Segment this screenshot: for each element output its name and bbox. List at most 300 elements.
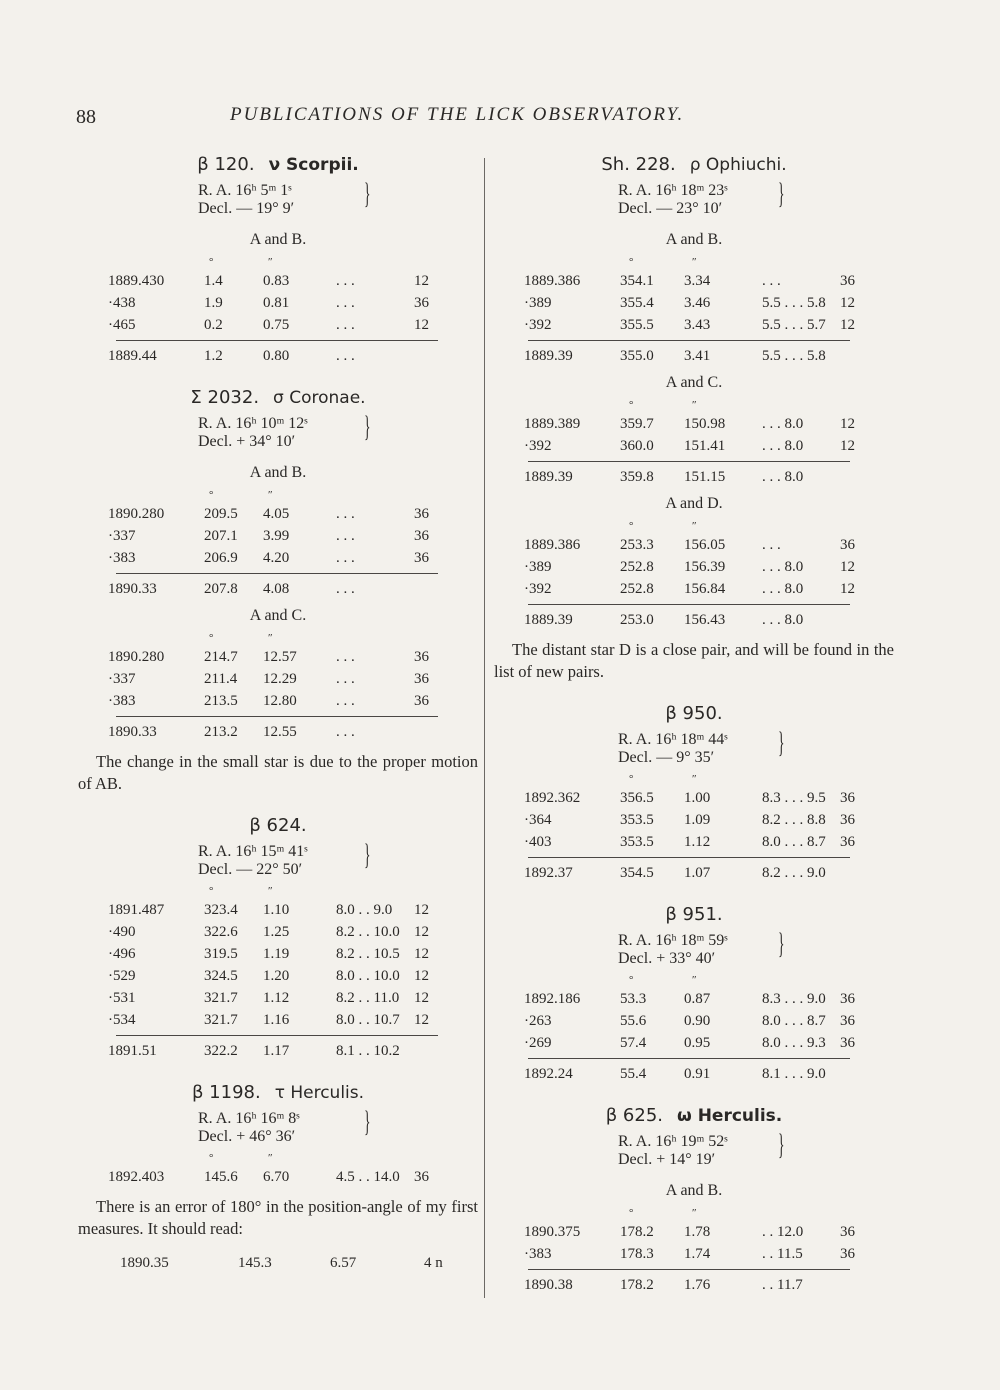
epoch: ·403 <box>524 834 552 850</box>
position-angle: 353.5 <box>620 812 654 828</box>
magnitudes: 8.0 . . . 8.7 <box>762 1013 826 1029</box>
degree-mark: ° <box>209 632 214 644</box>
position-angle: 253.0 <box>620 612 654 628</box>
measure-row <box>494 292 894 314</box>
degree-mark: ° <box>629 773 634 785</box>
star-title <box>78 381 478 415</box>
measure-row <box>78 899 478 921</box>
epoch: ·392 <box>524 438 552 454</box>
measure-row <box>494 1010 894 1032</box>
measure-row <box>494 270 894 292</box>
nights: 12 <box>840 317 855 333</box>
seconds-mark: ″ <box>268 632 273 644</box>
left-column <box>78 148 478 1288</box>
star-designation: β 951. <box>665 904 723 925</box>
star-section <box>494 898 894 1085</box>
measure-row <box>78 668 478 690</box>
measure-row <box>78 921 478 943</box>
magnitudes: 5.5 . . . 5.8 <box>762 295 826 311</box>
star-designation: Σ 2032. <box>190 387 260 408</box>
nights: 36 <box>840 1035 855 1051</box>
position-angle: 1.9 <box>204 295 223 311</box>
star-section <box>494 1099 894 1296</box>
star-section <box>78 381 478 795</box>
epoch: 1889.39 <box>524 348 573 364</box>
position-angle: 213.2 <box>204 724 238 740</box>
epoch: ·389 <box>524 559 552 575</box>
magnitudes: 5.5 . . . 5.8 <box>762 348 826 364</box>
measure-row <box>78 965 478 987</box>
nights: 12 <box>414 968 429 984</box>
magnitudes: . . . <box>762 273 781 289</box>
position-angle: 323.4 <box>204 902 238 918</box>
magnitudes: 8.2 . . . 8.8 <box>762 812 826 828</box>
declination: Decl. — 9° 35′ <box>618 749 715 766</box>
position-angle: 324.5 <box>204 968 238 984</box>
measures-table <box>494 974 894 1085</box>
distance: 12.80 <box>263 693 297 709</box>
measure-row <box>494 809 894 831</box>
magnitudes: . . . 8.0 <box>762 469 804 485</box>
right-ascension: R. A. 16ʰ 15ᵐ 41ˢ <box>198 843 308 860</box>
star-title <box>494 898 894 932</box>
epoch: 1889.430 <box>108 273 165 289</box>
distance: 1.17 <box>263 1043 290 1059</box>
epoch: 1892.37 <box>524 865 573 881</box>
distance: 0.90 <box>684 1013 711 1029</box>
measures-table <box>78 1152 478 1188</box>
magnitudes: . . 11.7 <box>762 1277 803 1293</box>
magnitudes: 8.0 . . 9.0 <box>336 902 393 918</box>
coordinate-lines <box>198 415 308 451</box>
declination: Decl. + 14° 19′ <box>618 1151 716 1168</box>
measure-row <box>494 413 894 435</box>
coordinate-lines <box>198 1110 300 1146</box>
measure-row <box>78 547 478 569</box>
pair-label: A and B. <box>665 1182 723 1199</box>
nights: 36 <box>414 528 429 544</box>
star-designation: β 120. <box>197 154 255 175</box>
pair-label: A and B. <box>249 231 307 248</box>
magnitudes: . . . 8.0 <box>762 581 804 597</box>
magnitudes: 8.0 . . . 9.3 <box>762 1035 826 1051</box>
right-ascension: R. A. 16ʰ 5ᵐ 1ˢ <box>198 182 292 199</box>
position-angle: 178.2 <box>620 1224 654 1240</box>
star-name: σ Coronae. <box>273 388 366 408</box>
coordinates <box>494 1128 894 1173</box>
distance: 0.83 <box>263 273 290 289</box>
measures-table <box>494 1207 894 1296</box>
magnitudes: 8.1 . . . 9.0 <box>762 1066 826 1082</box>
measures-table <box>494 399 894 488</box>
nights: 36 <box>840 834 855 850</box>
coordinate-lines <box>618 932 728 968</box>
distance: 1.74 <box>684 1246 711 1262</box>
degree-mark: ° <box>629 399 634 411</box>
distance: 1.78 <box>684 1224 711 1240</box>
magnitudes: . . . 8.0 <box>762 612 804 628</box>
mean-row <box>494 605 894 631</box>
distance: 0.80 <box>263 348 290 364</box>
magnitudes: . . . <box>336 348 355 364</box>
distance: 4.08 <box>263 581 290 597</box>
position-angle: 359.7 <box>620 416 654 432</box>
distance: 12.55 <box>263 724 297 740</box>
position-angle: 319.5 <box>204 946 238 962</box>
nights: 12 <box>414 317 429 333</box>
pair-label: A and B. <box>665 231 723 248</box>
magnitudes: 8.1 . . 10.2 <box>336 1043 400 1059</box>
coordinates <box>78 1105 478 1150</box>
seconds-mark: ″ <box>692 974 697 986</box>
seconds-mark: ″ <box>692 520 697 532</box>
unit-marks <box>78 489 478 503</box>
position-angle: 355.5 <box>620 317 654 333</box>
epoch: 1892.24 <box>524 1066 573 1082</box>
distance: 3.46 <box>684 295 711 311</box>
running-title: PUBLICATIONS OF THE LICK OBSERVATORY. <box>230 104 685 125</box>
magnitudes: 8.0 . . 10.7 <box>336 1012 400 1028</box>
epoch: 1890.280 <box>108 649 165 665</box>
position-angle: 356.5 <box>620 790 654 806</box>
degree-mark: ° <box>209 489 214 501</box>
magnitudes: . . . <box>336 649 355 665</box>
nights: 36 <box>414 649 429 665</box>
position-angle: 355.4 <box>620 295 654 311</box>
distance: 3.99 <box>263 528 290 544</box>
magnitudes: . . 11.5 <box>762 1246 803 1262</box>
nights: 36 <box>840 812 855 828</box>
distance: 150.98 <box>684 416 726 432</box>
distance: 1.76 <box>684 1277 711 1293</box>
epoch: ·465 <box>108 317 136 333</box>
distance: 1.20 <box>263 968 290 984</box>
position-angle: 322.2 <box>204 1043 238 1059</box>
measure-row <box>494 831 894 853</box>
measure-row <box>494 1032 894 1054</box>
distance: 0.81 <box>263 295 290 311</box>
epoch: ·531 <box>108 990 136 1006</box>
star-title <box>78 1076 478 1110</box>
star-designation: Sh. 228. <box>601 154 676 175</box>
measure-row <box>78 314 478 336</box>
star-title <box>494 697 894 731</box>
measure-row <box>78 987 478 1009</box>
epoch: 1891.487 <box>108 902 165 918</box>
position-angle: 321.7 <box>204 990 238 1006</box>
distance: 156.05 <box>684 537 726 553</box>
degree-mark: ° <box>209 885 214 897</box>
nights: 36 <box>414 1169 429 1185</box>
nights: 12 <box>414 273 429 289</box>
nights: 12 <box>840 416 855 432</box>
right-ascension: R. A. 16ʰ 18ᵐ 23ˢ <box>618 182 728 199</box>
magnitudes: 8.0 . . 10.0 <box>336 968 400 984</box>
epoch: ·392 <box>524 581 552 597</box>
epoch: 1890.33 <box>108 581 157 597</box>
distance: 1.16 <box>263 1012 290 1028</box>
mean-row <box>494 1270 894 1296</box>
epoch: 1889.386 <box>524 537 581 553</box>
unit-marks <box>494 399 894 413</box>
epoch: ·337 <box>108 671 136 687</box>
right-ascension: R. A. 16ʰ 18ᵐ 44ˢ <box>618 731 728 748</box>
measure-row <box>494 556 894 578</box>
nights: 36 <box>840 991 855 1007</box>
measure-row <box>78 943 478 965</box>
measure-row <box>494 787 894 809</box>
position-angle: 53.3 <box>620 991 647 1007</box>
epoch: ·364 <box>524 812 552 828</box>
magnitudes: 8.2 . . 10.0 <box>336 924 400 940</box>
distance: 1.00 <box>684 790 711 806</box>
epoch: ·490 <box>108 924 136 940</box>
magnitudes: 8.2 . . . 9.0 <box>762 865 826 881</box>
epoch: 1889.386 <box>524 273 581 289</box>
unit-marks <box>494 520 894 534</box>
note-text: There is an error of 180° in the position-angle of my first measures. It should read: <box>78 1197 478 1238</box>
star-name: τ Herculis. <box>274 1083 365 1103</box>
coordinate-brace: } <box>363 410 371 443</box>
star-name: ρ Ophiuchi. <box>689 155 787 175</box>
coordinate-lines <box>198 843 308 879</box>
nights: 36 <box>840 1013 855 1029</box>
coordinate-lines <box>618 1133 728 1169</box>
position-angle: 207.1 <box>204 528 238 544</box>
page-number: 88 <box>76 106 96 128</box>
coordinates <box>78 838 478 883</box>
epoch: 1890.33 <box>108 724 157 740</box>
epoch: ·496 <box>108 946 136 962</box>
corrected-measure <box>78 1252 478 1274</box>
magnitudes: . . 12.0 <box>762 1224 804 1240</box>
star-section <box>78 809 478 1062</box>
pair-label: A and C. <box>249 607 307 624</box>
distance: 1.12 <box>263 990 290 1006</box>
star-section <box>494 697 894 884</box>
star-section <box>78 148 478 367</box>
measure-row <box>494 534 894 556</box>
nights: 36 <box>840 273 855 289</box>
seconds-mark: ″ <box>268 885 273 897</box>
position-angle: 213.5 <box>204 693 238 709</box>
position-angle: 355.0 <box>620 348 654 364</box>
magnitudes: . . . 8.0 <box>762 559 804 575</box>
position-angle: 1.4 <box>204 273 223 289</box>
distance: 6.70 <box>263 1169 290 1185</box>
mean-row <box>494 341 894 367</box>
distance: 0.95 <box>684 1035 711 1051</box>
column-rule <box>484 158 485 1298</box>
pair-label: A and D. <box>665 495 723 512</box>
position-angle: 322.6 <box>204 924 238 940</box>
measures-table <box>78 489 478 600</box>
declination: Decl. + 34° 10′ <box>198 433 296 450</box>
nights: 12 <box>414 946 429 962</box>
measure-row <box>78 503 478 525</box>
coordinate-brace: } <box>777 726 785 759</box>
epoch: 1892.403 <box>108 1169 165 1185</box>
magnitudes: 8.2 . . 10.5 <box>336 946 400 962</box>
distance: 1.09 <box>684 812 711 828</box>
measure-row <box>78 690 478 712</box>
epoch: ·269 <box>524 1035 552 1051</box>
degree-mark: ° <box>209 256 214 268</box>
epoch: ·383 <box>108 693 136 709</box>
nights: 12 <box>840 559 855 575</box>
measures-table <box>78 256 478 367</box>
epoch: 1890.38 <box>524 1277 573 1293</box>
pair-label: A and C. <box>665 374 723 391</box>
distance: 12.29 <box>263 671 297 687</box>
seconds-mark: ″ <box>692 256 697 268</box>
distance: 156.84 <box>684 581 726 597</box>
nights: 12 <box>840 438 855 454</box>
epoch: ·392 <box>524 317 552 333</box>
position-angle: 252.8 <box>620 581 654 597</box>
position-angle: 211.4 <box>204 671 238 687</box>
magnitudes: . . . 8.0 <box>762 416 804 432</box>
distance: 151.15 <box>684 469 726 485</box>
star-designation: β 624. <box>249 815 307 836</box>
distance: 156.43 <box>684 612 726 628</box>
nights: 36 <box>414 671 429 687</box>
nights: 12 <box>414 990 429 1006</box>
nights: 36 <box>414 295 429 311</box>
magnitudes: . . . <box>336 581 355 597</box>
right-column <box>494 148 894 1310</box>
coordinate-brace: } <box>363 177 371 210</box>
mean-row <box>78 341 478 367</box>
position-angle: 206.9 <box>204 550 238 566</box>
measures-table <box>78 885 478 1062</box>
coordinates <box>78 177 478 222</box>
distance: 12.57 <box>263 649 297 665</box>
epoch: 1889.44 <box>108 348 157 364</box>
measures-table <box>78 632 478 743</box>
measure-row <box>78 1166 478 1188</box>
distance: 3.43 <box>684 317 711 333</box>
distance: 0.87 <box>684 991 711 1007</box>
unit-marks <box>78 885 478 899</box>
measure-row <box>78 525 478 547</box>
star-section <box>494 148 894 683</box>
distance: 3.41 <box>684 348 711 364</box>
position-angle: 354.1 <box>620 273 654 289</box>
measure-row <box>494 1243 894 1265</box>
epoch: 1889.39 <box>524 612 573 628</box>
position-angle: 178.2 <box>620 1277 654 1293</box>
coordinate-brace: } <box>363 838 371 871</box>
epoch: 1892.186 <box>524 991 581 1007</box>
epoch: ·534 <box>108 1012 136 1028</box>
declination: Decl. — 23° 10′ <box>618 200 723 217</box>
magnitudes: 8.0 . . . 8.7 <box>762 834 826 850</box>
mean-row <box>494 1059 894 1085</box>
magnitudes: . . . <box>762 537 781 553</box>
nights: 12 <box>414 1012 429 1028</box>
coordinate-brace: } <box>777 1128 785 1161</box>
magnitudes: 4.5 . . 14.0 <box>336 1169 400 1185</box>
star-section <box>78 1076 478 1274</box>
coordinates <box>78 410 478 455</box>
position-angle: 207.8 <box>204 581 238 597</box>
epoch: 1890.35 <box>120 1255 169 1271</box>
position-angle: 145.6 <box>204 1169 238 1185</box>
note-text: The change in the small star is due to the proper motion of AB. <box>78 752 478 793</box>
position-angle: 1.2 <box>204 348 223 364</box>
measure-row <box>494 578 894 600</box>
degree-mark: ° <box>629 974 634 986</box>
unit-marks <box>494 773 894 787</box>
nights: 12 <box>414 902 429 918</box>
declination: Decl. + 46° 36′ <box>198 1128 296 1145</box>
position-angle: 178.3 <box>620 1246 654 1262</box>
epoch: 1889.39 <box>524 469 573 485</box>
star-designation: β 950. <box>665 703 723 724</box>
measure-row <box>78 292 478 314</box>
mean-row <box>78 717 478 743</box>
magnitudes: . . . <box>336 550 355 566</box>
right-ascension: R. A. 16ʰ 18ᵐ 59ˢ <box>618 932 728 949</box>
nights: 36 <box>840 537 855 553</box>
distance: 0.75 <box>263 317 290 333</box>
epoch: ·529 <box>108 968 136 984</box>
nights: 36 <box>414 550 429 566</box>
seconds-mark: ″ <box>268 256 273 268</box>
position-angle: 55.6 <box>620 1013 647 1029</box>
epoch: 1890.280 <box>108 506 165 522</box>
star-title <box>494 148 894 182</box>
nights: 36 <box>840 1246 855 1262</box>
magnitudes: 8.2 . . 11.0 <box>336 990 400 1006</box>
epoch: 1890.375 <box>524 1224 581 1240</box>
right-ascension: R. A. 16ʰ 10ᵐ 12ˢ <box>198 415 308 432</box>
correction-row <box>78 1252 478 1274</box>
position-angle: 321.7 <box>204 1012 238 1028</box>
star-name: ω Herculis. <box>677 1106 783 1126</box>
degree-mark: ° <box>629 520 634 532</box>
unit-marks <box>78 632 478 646</box>
distance: 1.19 <box>263 946 290 962</box>
distance: 4.20 <box>263 550 290 566</box>
distance: 1.10 <box>263 902 290 918</box>
distance: 6.57 <box>330 1255 357 1271</box>
magnitudes: . . . <box>336 671 355 687</box>
magnitudes: . . . <box>336 295 355 311</box>
distance: 0.91 <box>684 1066 711 1082</box>
coordinate-brace: } <box>363 1105 371 1138</box>
nights: 4 n <box>424 1255 443 1271</box>
magnitudes: . . . <box>336 724 355 740</box>
coordinates <box>494 726 894 771</box>
star-title <box>494 1099 894 1133</box>
star-designation: β 625. <box>605 1105 664 1126</box>
magnitudes: . . . <box>336 506 355 522</box>
declination: Decl. — 19° 9′ <box>198 200 295 217</box>
coordinate-lines <box>618 731 728 767</box>
position-angle: 360.0 <box>620 438 654 454</box>
position-angle: 57.4 <box>620 1035 647 1051</box>
declination: Decl. + 33° 40′ <box>618 950 716 967</box>
nights: 36 <box>414 506 429 522</box>
position-angle: 252.8 <box>620 559 654 575</box>
epoch: ·389 <box>524 295 552 311</box>
measure-row <box>78 270 478 292</box>
unit-marks <box>78 256 478 270</box>
magnitudes: . . . <box>336 317 355 333</box>
seconds-mark: ″ <box>692 399 697 411</box>
